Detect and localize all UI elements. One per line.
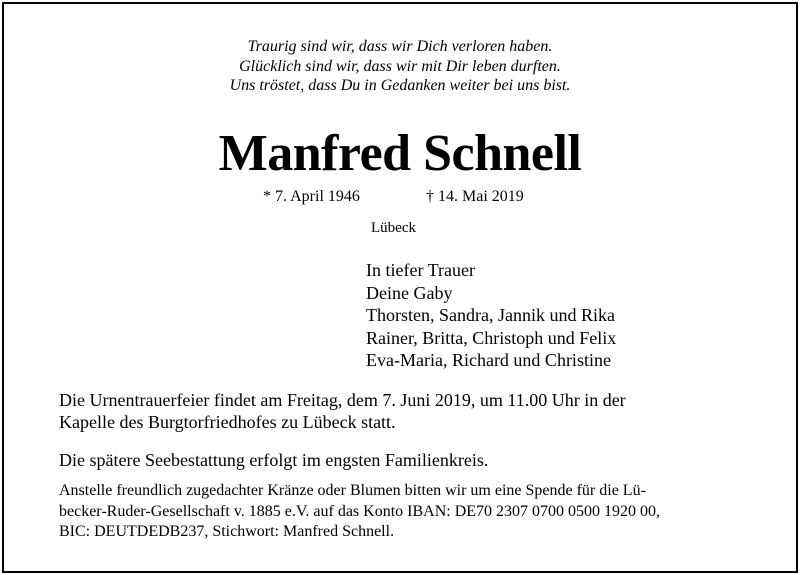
donation-line: Anstelle freundlich zugedachter Kränze oder Blumen bitten wir um eine Spende für die Lü- xyxy=(59,482,646,499)
poem-line: Glücklich sind wir, dass wir mit Dir leben durften. xyxy=(239,57,561,75)
mourners-line: Thorsten, Sandra, Jannik und Rika xyxy=(366,305,615,325)
birth-date: * 7. April 1946 xyxy=(263,188,360,205)
death-date: † 14. Mai 2019 xyxy=(426,188,524,205)
donation-line: becker-Ruder-Gesellschaft v. 1885 e.V. auf das Konto IBAN: DE70 2307 0700 0500 1920 00, xyxy=(59,502,661,520)
donation-line: BIC: DEUTDEDB237, Stichwort: Manfred Schnell. xyxy=(59,523,395,540)
mourners-line: Rainer, Britta, Christoph und Felix xyxy=(366,327,617,348)
mourners-line: In tiefer Trauer xyxy=(366,260,475,280)
donation-request xyxy=(59,481,759,543)
poem-verse xyxy=(0,37,800,96)
burial-info: Die spätere Seebestattung erfolgt im engsten Familienkreis. xyxy=(59,450,489,470)
poem-line: Uns tröstet, dass Du in Gedanken weiter bei uns bist. xyxy=(229,77,571,94)
mourners-list xyxy=(366,259,616,372)
place-name: Lübeck xyxy=(371,220,416,236)
ceremony-line: Kapelle des Burgtorfriedhofes zu Lübeck statt. xyxy=(59,412,396,432)
mourners-line: Eva-Maria, Richard und Christine xyxy=(366,350,611,370)
ceremony-info xyxy=(59,389,759,433)
mourners-line: Deine Gaby xyxy=(366,282,453,303)
deceased-name: Manfred Schnell xyxy=(218,125,582,182)
ceremony-line: Die Urnentrauerfeier findet am Freitag, dem 7. Juni 2019, um 11.00 Uhr in der xyxy=(59,390,626,410)
poem-line: Traurig sind wir, dass wir Dich verloren haben. xyxy=(247,38,553,55)
